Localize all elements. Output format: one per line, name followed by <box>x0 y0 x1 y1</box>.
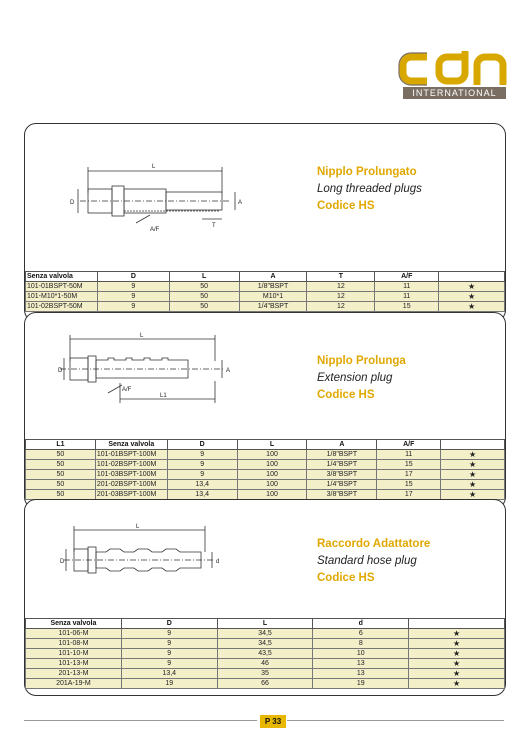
cell: 201-03BSPT-100M <box>95 490 167 500</box>
table-row <box>26 292 505 302</box>
cell: 12 <box>307 292 375 302</box>
star-icon: ★ <box>441 490 505 500</box>
col-header: D <box>97 272 169 282</box>
table-row <box>26 629 505 639</box>
dim-l-label: L <box>152 164 156 170</box>
cell: 50 <box>26 470 96 480</box>
cell: 13 <box>313 669 409 679</box>
cell: 50 <box>26 450 96 460</box>
cell: 101-10-M <box>26 649 122 659</box>
nipplo-prolungato-drawing <box>70 159 245 239</box>
cell: 12 <box>307 282 375 292</box>
table-row <box>26 282 505 292</box>
cell: 101-01BSPT-50M <box>26 282 98 292</box>
dim-l1-label: L1 <box>160 393 167 399</box>
cell: M10*1 <box>239 292 307 302</box>
section-raccordo-adattatore <box>24 499 506 696</box>
col-header: A <box>239 272 307 282</box>
table-header-row <box>26 440 505 450</box>
col-header <box>441 440 505 450</box>
section-nipplo-prolungato <box>24 123 506 322</box>
cell: 50 <box>26 460 96 470</box>
cell: 101-03BSPT-100M <box>95 470 167 480</box>
dim-d-label: D <box>58 368 63 374</box>
cell: 1/4"BSPT <box>307 460 377 470</box>
cell: 9 <box>167 470 237 480</box>
section-title: Nipplo Prolungato <box>317 166 417 178</box>
cell: 201-02BSPT-100M <box>95 480 167 490</box>
section-subtitle: Long threaded plugs <box>317 183 422 195</box>
col-header <box>439 272 505 282</box>
cell: 9 <box>121 639 217 649</box>
cell: 1/8"BSPT <box>239 282 307 292</box>
section-code: Codice HS <box>317 389 375 401</box>
star-icon: ★ <box>441 460 505 470</box>
cell: 101-02BSPT-100M <box>95 460 167 470</box>
cell: 1/8"BSPT <box>307 450 377 460</box>
cell: 46 <box>217 659 313 669</box>
cell: 12 <box>307 302 375 312</box>
table-row <box>26 639 505 649</box>
star-icon: ★ <box>439 282 505 292</box>
cell: 34,5 <box>217 629 313 639</box>
cell: 100 <box>237 480 307 490</box>
table-row <box>26 679 505 689</box>
cell: 19 <box>121 679 217 689</box>
cell: 101-M10*1-50M <box>26 292 98 302</box>
spec-table-prolunga <box>25 439 505 500</box>
table-header-row <box>26 619 505 629</box>
cell: 66 <box>217 679 313 689</box>
cell: 9 <box>121 659 217 669</box>
table-row <box>26 490 505 500</box>
logo-international-banner: INTERNATIONAL <box>403 87 506 99</box>
dim-af-label: A/F <box>122 387 132 393</box>
cell: 19 <box>313 679 409 689</box>
cell: 3/8"BSPT <box>307 470 377 480</box>
cell: 15 <box>377 460 441 470</box>
table-row <box>26 460 505 470</box>
cell: 100 <box>237 470 307 480</box>
nipplo-prolunga-drawing <box>60 331 245 411</box>
cell: 1/4"BSPT <box>307 480 377 490</box>
cell: 201A-19-M <box>26 679 122 689</box>
cell: 50 <box>169 292 239 302</box>
cell: 15 <box>375 302 439 312</box>
star-icon: ★ <box>441 480 505 490</box>
star-icon: ★ <box>409 639 505 649</box>
table-row <box>26 649 505 659</box>
dim-t-label: T <box>212 223 216 229</box>
raccordo-adattatore-drawing <box>60 522 235 592</box>
col-header: L1 <box>26 440 96 450</box>
star-icon: ★ <box>409 659 505 669</box>
table-row <box>26 669 505 679</box>
dim-d-label: D <box>60 559 65 565</box>
cell: 50 <box>169 282 239 292</box>
col-header: Senza valvola <box>95 440 167 450</box>
cell: 17 <box>377 470 441 480</box>
col-header: D <box>121 619 217 629</box>
table-header-row <box>26 272 505 282</box>
dim-a-label: A <box>238 200 243 206</box>
cell: 11 <box>375 292 439 302</box>
cell: 201-13-M <box>26 669 122 679</box>
cell: 9 <box>167 460 237 470</box>
dim-l-label: L <box>136 524 140 530</box>
star-icon: ★ <box>441 470 505 480</box>
footer-divider-left <box>24 720 257 721</box>
col-header: d <box>313 619 409 629</box>
cell: 13,4 <box>167 480 237 490</box>
cell: 10 <box>313 649 409 659</box>
table-row <box>26 470 505 480</box>
cell: 13,4 <box>121 669 217 679</box>
cell: 13,4 <box>167 490 237 500</box>
table-row <box>26 450 505 460</box>
cell: 15 <box>377 480 441 490</box>
cell: 50 <box>26 480 96 490</box>
cell: 100 <box>237 490 307 500</box>
cdn-logo <box>397 49 511 89</box>
cell: 101-13-M <box>26 659 122 669</box>
cell: 101-02BSPT-50M <box>26 302 98 312</box>
cell: 9 <box>97 282 169 292</box>
col-header: A/F <box>375 272 439 282</box>
star-icon: ★ <box>409 669 505 679</box>
star-icon: ★ <box>409 629 505 639</box>
col-header: L <box>169 272 239 282</box>
section-subtitle: Extension plug <box>317 372 393 384</box>
cell: 50 <box>169 302 239 312</box>
cell: 9 <box>121 649 217 659</box>
cell: 43,5 <box>217 649 313 659</box>
star-icon: ★ <box>439 292 505 302</box>
cell: 34,5 <box>217 639 313 649</box>
table-row <box>26 302 505 312</box>
col-header: T <box>307 272 375 282</box>
cell: 101-08-M <box>26 639 122 649</box>
dim-l-label: L <box>140 333 144 339</box>
cell: 50 <box>26 490 96 500</box>
dim-d-label: D <box>70 200 75 206</box>
cell: 9 <box>97 292 169 302</box>
col-header: A/F <box>377 440 441 450</box>
section-title: Nipplo Prolunga <box>317 355 406 367</box>
footer-divider-right <box>287 720 504 721</box>
dim-a-label: A <box>226 368 231 374</box>
star-icon: ★ <box>441 450 505 460</box>
cell: 9 <box>167 450 237 460</box>
cell: 3/8"BSPT <box>307 490 377 500</box>
cell: 9 <box>97 302 169 312</box>
cell: 100 <box>237 460 307 470</box>
dim-d-small-label: d <box>216 559 220 565</box>
nipplo-prolungato-title-block <box>317 164 422 215</box>
cell: 8 <box>313 639 409 649</box>
cell: 1/4"BSPT <box>239 302 307 312</box>
cell: 9 <box>121 629 217 639</box>
cell: 6 <box>313 629 409 639</box>
col-header: Senza valvola <box>26 619 122 629</box>
section-code: Codice HS <box>317 572 375 584</box>
section-subtitle: Standard hose plug <box>317 555 417 567</box>
cell: 101-01BSPT-100M <box>95 450 167 460</box>
col-header: D <box>167 440 237 450</box>
star-icon: ★ <box>439 302 505 312</box>
cell: 11 <box>377 450 441 460</box>
page-number: P 33 <box>260 715 286 728</box>
col-header: L <box>217 619 313 629</box>
col-header: Senza valvola <box>26 272 98 282</box>
star-icon: ★ <box>409 679 505 689</box>
cell: 35 <box>217 669 313 679</box>
col-header <box>409 619 505 629</box>
cell: 17 <box>377 490 441 500</box>
cell: 101-06-M <box>26 629 122 639</box>
star-icon: ★ <box>409 649 505 659</box>
section-title: Raccordo Adattatore <box>317 538 431 550</box>
table-row <box>26 480 505 490</box>
spec-table-prolungato <box>25 271 505 312</box>
nipplo-prolunga-title-block <box>317 353 406 404</box>
section-nipplo-prolunga <box>24 312 506 509</box>
section-code: Codice HS <box>317 200 375 212</box>
spec-table-raccordo <box>25 618 505 689</box>
cell: 13 <box>313 659 409 669</box>
cell: 11 <box>375 282 439 292</box>
cell: 100 <box>237 450 307 460</box>
dim-af-label: A/F <box>150 227 160 233</box>
raccordo-adattatore-title-block <box>317 536 430 587</box>
table-row <box>26 659 505 669</box>
col-header: A <box>307 440 377 450</box>
col-header: L <box>237 440 307 450</box>
